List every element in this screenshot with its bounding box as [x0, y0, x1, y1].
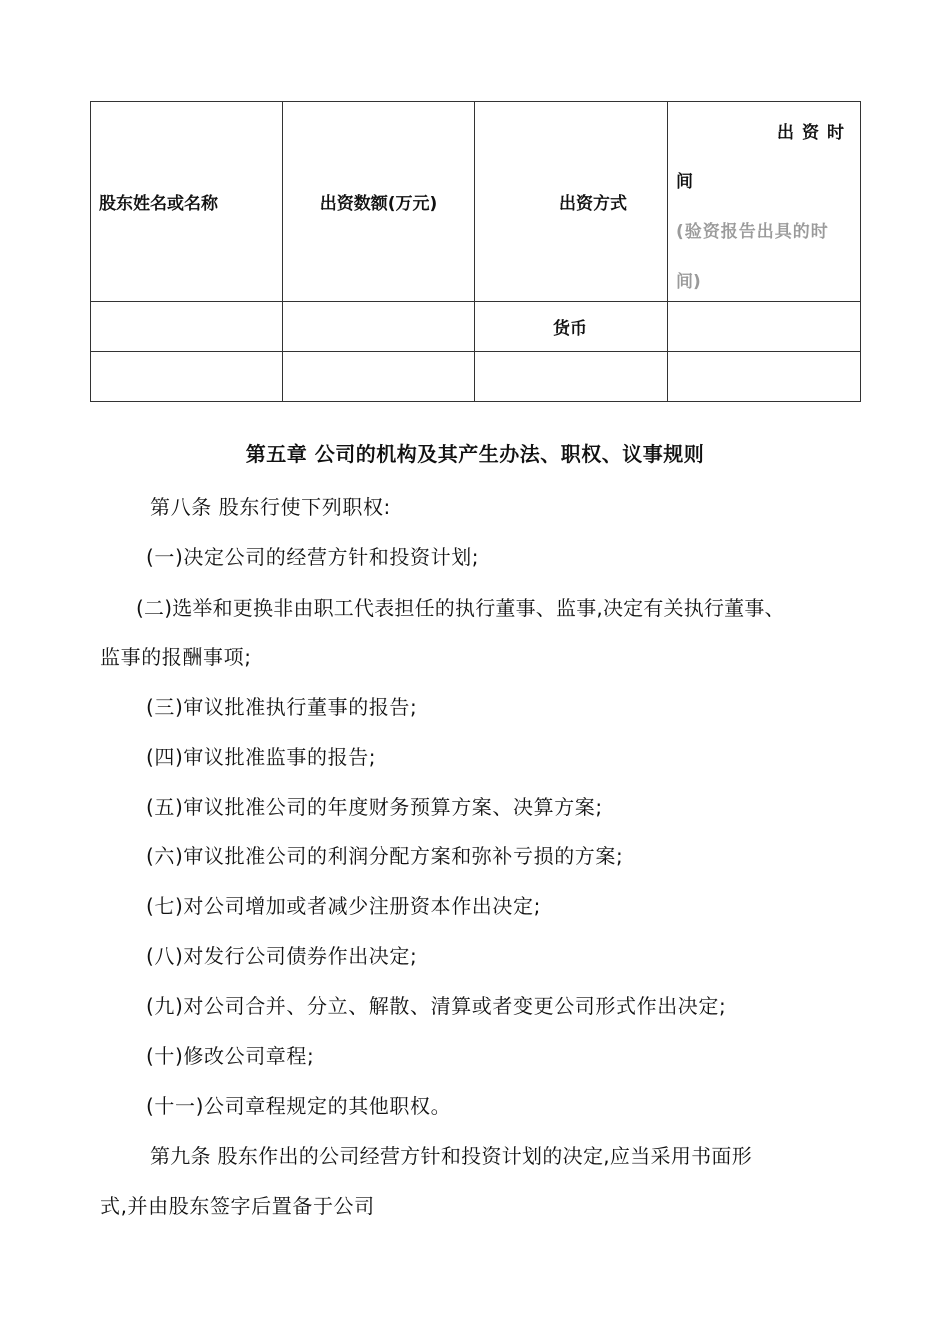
- table-cell-time: [668, 302, 861, 352]
- header-time-note-line2: 间): [676, 272, 701, 292]
- chapter-title: 第五章 公司的机构及其产生办法、职权、议事规则: [245, 442, 705, 466]
- table-cell-name: [91, 352, 283, 402]
- header-contribution-time: [668, 102, 861, 302]
- table-cell-method: 货币: [475, 302, 668, 352]
- table-cell-name: [91, 302, 283, 352]
- article-8-item-8: (八)对发行公司债券作出决定;: [146, 944, 418, 968]
- capital-contribution-table: [90, 101, 861, 402]
- table-cell-amount: [283, 352, 475, 402]
- header-time-note-line1: (验资报告出具的时: [676, 222, 829, 242]
- table-cell-amount: [283, 302, 475, 352]
- header-contribution-method: 出资方式: [475, 102, 668, 302]
- article-8-item-1: (一)决定公司的经营方针和投资计划;: [146, 545, 480, 569]
- article-8-heading: 第八条 股东行使下列职权:: [150, 495, 391, 519]
- article-8-item-5: (五)审议批准公司的年度财务预算方案、决算方案;: [146, 795, 603, 819]
- article-8-item-3: (三)审议批准执行董事的报告;: [146, 695, 418, 719]
- article-8-item-2: (二)选举和更换非由职工代表担任的执行董事、监事,决定有关执行董事、: [136, 596, 785, 620]
- header-time-line2: 间: [676, 172, 693, 192]
- article-8-item-11: (十一)公司章程规定的其他职权。: [146, 1094, 452, 1118]
- table-row: [91, 302, 861, 352]
- article-9-heading: 第九条 股东作出的公司经营方针和投资计划的决定,应当采用书面形: [150, 1144, 753, 1168]
- header-shareholder-name: 股东姓名或名称: [91, 102, 283, 302]
- table-header-row: [91, 102, 861, 302]
- article-8-item-9: (九)对公司合并、分立、解散、清算或者变更公司形式作出决定;: [146, 994, 727, 1018]
- table-row: [91, 352, 861, 402]
- article-9-cont: 式,并由股东签字后置备于公司: [100, 1194, 375, 1218]
- article-8-item-4: (四)审议批准监事的报告;: [146, 745, 377, 769]
- header-time-line1: 出资时: [777, 123, 852, 143]
- header-contribution-amount: 出资数额(万元): [283, 102, 475, 302]
- table-cell-time: [668, 352, 861, 402]
- table-cell-method: [475, 352, 668, 402]
- article-8-item-2-cont: 监事的报酬事项;: [100, 645, 252, 669]
- article-8-item-7: (七)对公司增加或者减少注册资本作出决定;: [146, 894, 541, 918]
- article-8-item-10: (十)修改公司章程;: [146, 1044, 315, 1068]
- article-8-item-6: (六)审议批准公司的利润分配方案和弥补亏损的方案;: [146, 844, 624, 868]
